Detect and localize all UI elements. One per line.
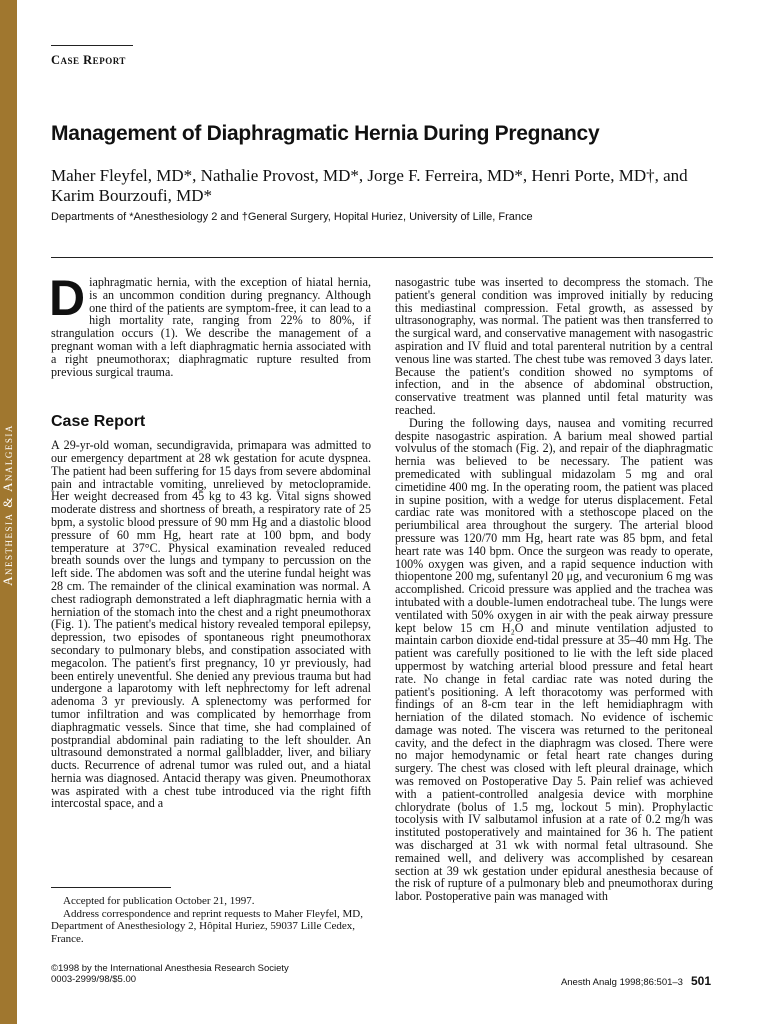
footer-citation: Anesth Analg 1998;86:501–3 <box>560 977 683 988</box>
footnote <box>51 895 371 945</box>
intro-paragraph <box>49 270 371 379</box>
right-column <box>395 276 713 903</box>
footnote-accepted: Accepted for publication October 21, 1997. <box>63 895 255 907</box>
case-paragraph-1: A 29-yr-old woman, secundigravida, primapara was admitted to our emergency department at 28 wk gestation for acute dyspnea. The patient had been suffering for 15 days from severe abdominal pain and intractable vomiting, unrelieved by metoclopramide. Her weight decreased from 45 kg to 43 kg. Vital signs showed moderate distress and shortness of breath, a respiratory rate of 25 bpm, a systolic blood pressure of 90 mm Hg and a diastolic blood pressure of 60 mm Hg, heart rate at 100 bpm, and body temperature at 37°C. Physical examination revealed reduced breath sounds over the lungs and tympany to percussion on the left side. The abdomen was soft and the uterine fundal height was 28 cm. The remainder of the clinical examination was normal. A chest radiograph demonstrated a left diaphragmatic hernia with a herniation of the stomach into the chest and a right pneumothorax (Fig. 1). The patient's medical history revealed temporal epilepsy, depression, two episodes of spontaneous right pneumothorax secondary to pulmonary blebs, and constipation associated with megacolon. The patient's first pregnancy, 10 yr previously, had been entirely uneventful. She denied any previous trauma but had undergone a laparotomy with left nephrectomy for left adrenal adenoma 3 yr previously. A splenectomy was performed for tumor infiltration and was complicated by hemorrhage from diaphragmatic vessels. Since that time, she had complained of postprandial abdominal pain radiating to the left shoulder. An ultrasound demonstrated a normal gallbladder, liver, and biliary ducts. Recurrence of adrenal tumor was ruled out, and a hiatal hernia was diagnosed. Antacid therapy was given. Pneumothorax was aspirated with a chest tube introduced via the right fifth intercostal space, and a <box>51 438 371 811</box>
footnote-address: Address correspondence and reprint requests to Maher Fleyfel, MD, Department of Anesthesiology 2, Hôpital Huriez, 59037 Lille Cedex, France. <box>51 907 363 945</box>
section-label: Case Report <box>51 53 126 67</box>
footer-citation-block <box>561 974 711 988</box>
article-title: Management of Diaphragmatic Hernia During Pregnancy <box>51 122 600 145</box>
affiliation: Departments of *Anesthesiology 2 and †General Surgery, Hopital Huriez, University of Lille, France <box>51 211 533 223</box>
footer-issn: 0003-2999/98/$5.00 <box>51 974 137 985</box>
left-column <box>49 270 371 811</box>
journal-sidebar <box>0 0 17 1024</box>
intro-text: iaphragmatic hernia, with the exception of hiatal hernia, is an uncommon condition during pregnancy. Although one third of the patients are symptom-free, it can lead to a high mortality rate, ranging from 22% to 80%, if strangulation occurs (1). We describe the management of a pregnant woman with a left diaphragmatic hernia associated with a right pneumothorax; diaphragmatic rupture resulted from previous surgical trauma. <box>51 275 371 379</box>
case-paragraph-1-continued: nasogastric tube was inserted to decompress the stomach. The patient's general condition was improved initially by reducing this mediastinal compression. Fetal growth, as assessed by ultrasonography, was normal. The patient was then transferred to the surgical ward, and conservative management with nasogastric aspiration and IV fluid and total parenteral nutrition by a central venous line was started. The chest tube was removed 3 days later. Because the patient's condition showed no symptoms of infection, and in the absence of abdominal obstruction, conservative treatment was planned until fetal maturity was reached. <box>395 275 713 417</box>
author-list: Maher Fleyfel, MD*, Nathalie Provost, MD*, Jorge F. Ferreira, MD*, Henri Porte, MD†, and Karim Bourzoufi, MD* <box>51 166 688 205</box>
journal-name: Anesthesia & Analgesia <box>0 424 15 586</box>
page-number: 501 <box>690 974 711 988</box>
section-heading: Case Report <box>51 413 146 431</box>
header-rule <box>51 45 133 46</box>
drop-cap: D <box>49 270 86 326</box>
footer-copyright: ©1998 by the International Anesthesia Research Society <box>51 963 289 974</box>
title-divider <box>51 257 713 258</box>
footnote-rule <box>51 887 171 888</box>
case-paragraph-2: During the following days, nausea and vomiting recurred despite nasogastric aspiration. A barium meal showed partial volvulus of the stomach (Fig. 2), and repair of the diaphragmatic hernia was believed to be necessary. The patient was premedicated with sublingual midazolam 5 mg and oral cimetidine 400 mg. In the operating room, the patient was placed in supine position, with a wedge for uterus displacement. Fetal cardiac rate was monitored with a stethoscope placed on the periumbilical area throughout the surgery. The arterial blood pressure was 120/70 mm Hg, heart rate was 85 bpm, and fetal heart rate was 140 bpm. Once the surgeon was ready to operate, 100% oxygen was given, and a rapid sequence induction with thiopentone 200 mg, sufentanyl 20 μg, and vecuronium 6 mg was accomplished. Cricoid pressure was applied and the trachea was intubated with a double-lumen endotracheal tube. The lungs were ventilated with 50% oxygen in air with the peak airway pressure kept below 15 cm H₂O and minute ventilation adjusted to maintain carbon dioxide end-tidal pressure at 35–40 mm Hg. The patient was carefully positioned to lie with the left side placed uppermost by watching arterial blood pressure and fetal heart rate. No change in fetal cardiac rate was noted during the patient's positioning. A left thoracotomy was performed with findings of an 8-cm tear in the left hemidiaphragm with herniation of the dilated stomach. No evidence of ischemic damage was noted. The viscera was returned to the peritoneal cavity, and the defect in the diaphragm was closed. There were no major hemodynamic or fetal heart rate changes during surgery. The chest was closed with left pleural drainage, which was removed on Postoperative Day 5. Pain relief was achieved with a patient-controlled analgesia device with morphine chlorydrate (bolus of 1.5 mg, lockout 5 min). Prophylactic tocolysis with IV salbutamol infusion at a rate of 0.2 mg/h was instituted postoperatively and maintained for 36 h. The patient was discharged at 31 wk with normal fetal ultrasound. She remained well, and delivery was accomplished by cesarean section at 39 wk gestation under epidural anesthesia because of the risk of rupture of a pulmonary bleb and pneumothorax during labor. Postoperative pain was managed with <box>395 415 713 904</box>
footer-copyright-block <box>51 963 289 985</box>
